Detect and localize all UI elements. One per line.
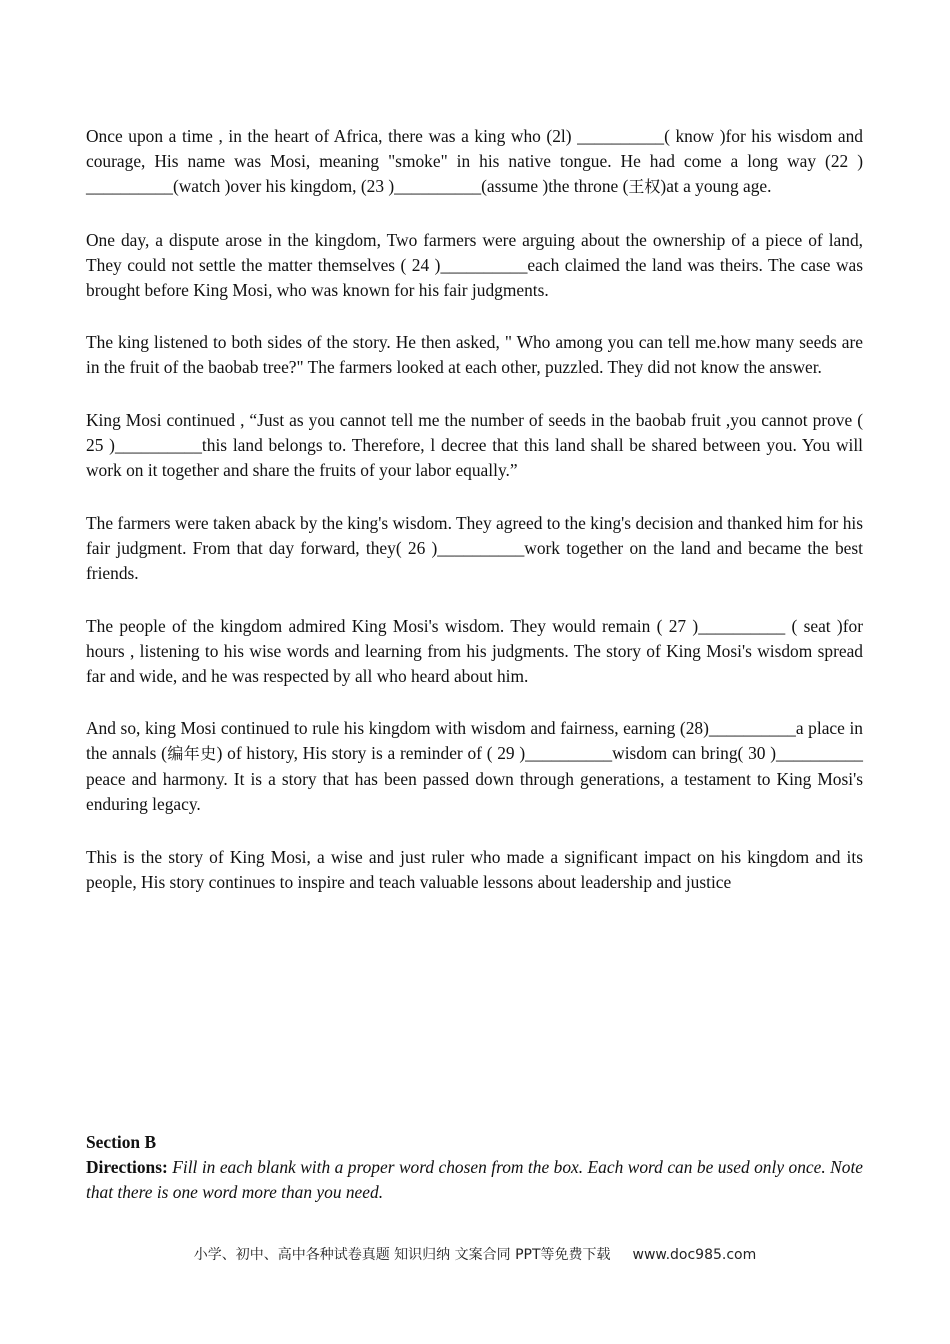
footer-text: 小学、初中、高中各种试卷真题 知识归纳 文案合同 PPT等免费下载	[193, 1247, 611, 1263]
paragraph-4: King Mosi continued , “Just as you cannot tell me the number of seeds in the baobab fruit ,you cannot prove ( 25 )__________this land belongs to. Therefore, l decree that this land shall be shared between you. You will work on it together and share the fruits of your labor equally.”	[86, 410, 863, 481]
paragraph-5: The farmers were taken aback by the king's wisdom. They agreed to the king's decision and thanked him for his fair judgment. From that day forward, they( 26 )__________work together on the land and became the best friends.	[86, 512, 863, 583]
paragraph-7	[86, 716, 863, 817]
paragraph-7-text-b: ) of history, His story is a reminder of ( 29 )__________wisdom can bring( 30 )__________ peace and harmony. It is a story that has been passed down through generations, a testament to King Mosi's enduring legacy.	[86, 743, 863, 815]
section-b	[86, 1130, 863, 1205]
section-title: Section B	[86, 1132, 157, 1152]
paragraph-3: The king listened to both sides of the story. He then asked, " Who among you can tell me.how many seeds are in the fruit of the baobab tree?" The farmers looked at each other, puzzled. They did not know the answer.	[86, 332, 863, 378]
directions	[86, 1155, 863, 1205]
paragraph-2: One day, a dispute arose in the kingdom, Two farmers were arguing about the ownership of a piece of land, They could not settle the matter themselves ( 24 )__________each claimed the land was theirs. The case was brought before King Mosi, who was known for his fair judgments.	[86, 229, 863, 300]
passage	[86, 124, 863, 923]
paragraph-1-text-b: )at a young age.	[660, 175, 772, 196]
paragraph-8: This is the story of King Mosi, a wise and just ruler who made a significant impact on his kingdom and its people, His story continues to inspire and teach valuable lessons about leadership and justice	[86, 847, 863, 892]
footer-url[interactable]: www.doc985.com	[632, 1247, 757, 1263]
directions-text: Fill in each blank with a proper word chosen from the box. Each word can be used only once. Note that there is one word more than you need.	[86, 1156, 863, 1202]
chinese-gloss-throne: 王权	[628, 176, 661, 196]
chinese-gloss-annals: 编年史	[166, 744, 217, 764]
paragraph-1	[86, 124, 863, 200]
page-footer	[0, 1244, 950, 1264]
directions-label: Directions:	[86, 1156, 168, 1177]
paragraph-7-text-a: And so, king Mosi continued to rule his kingdom with wisdom and fairness, earning (28)__________a place in the annals (	[86, 718, 863, 764]
paragraph-6: The people of the kingdom admired King Mosi's wisdom. They would remain ( 27 )__________ ( seat )for hours , listening to his wise words and learning from his judgments. The story of King Mosi's wisdom spread far and wide, and he was respected by all who heard about him.	[86, 615, 863, 686]
paragraph-1-text-a: Once upon a time , in the heart of Africa, there was a king who (2l) __________( know )for his wisdom and courage, His name was Mosi, meaning "smoke" in his native tongue. He had come a long way (22 ) __________(watch )over his kingdom, (23 )__________(assume )the throne (	[86, 126, 863, 196]
